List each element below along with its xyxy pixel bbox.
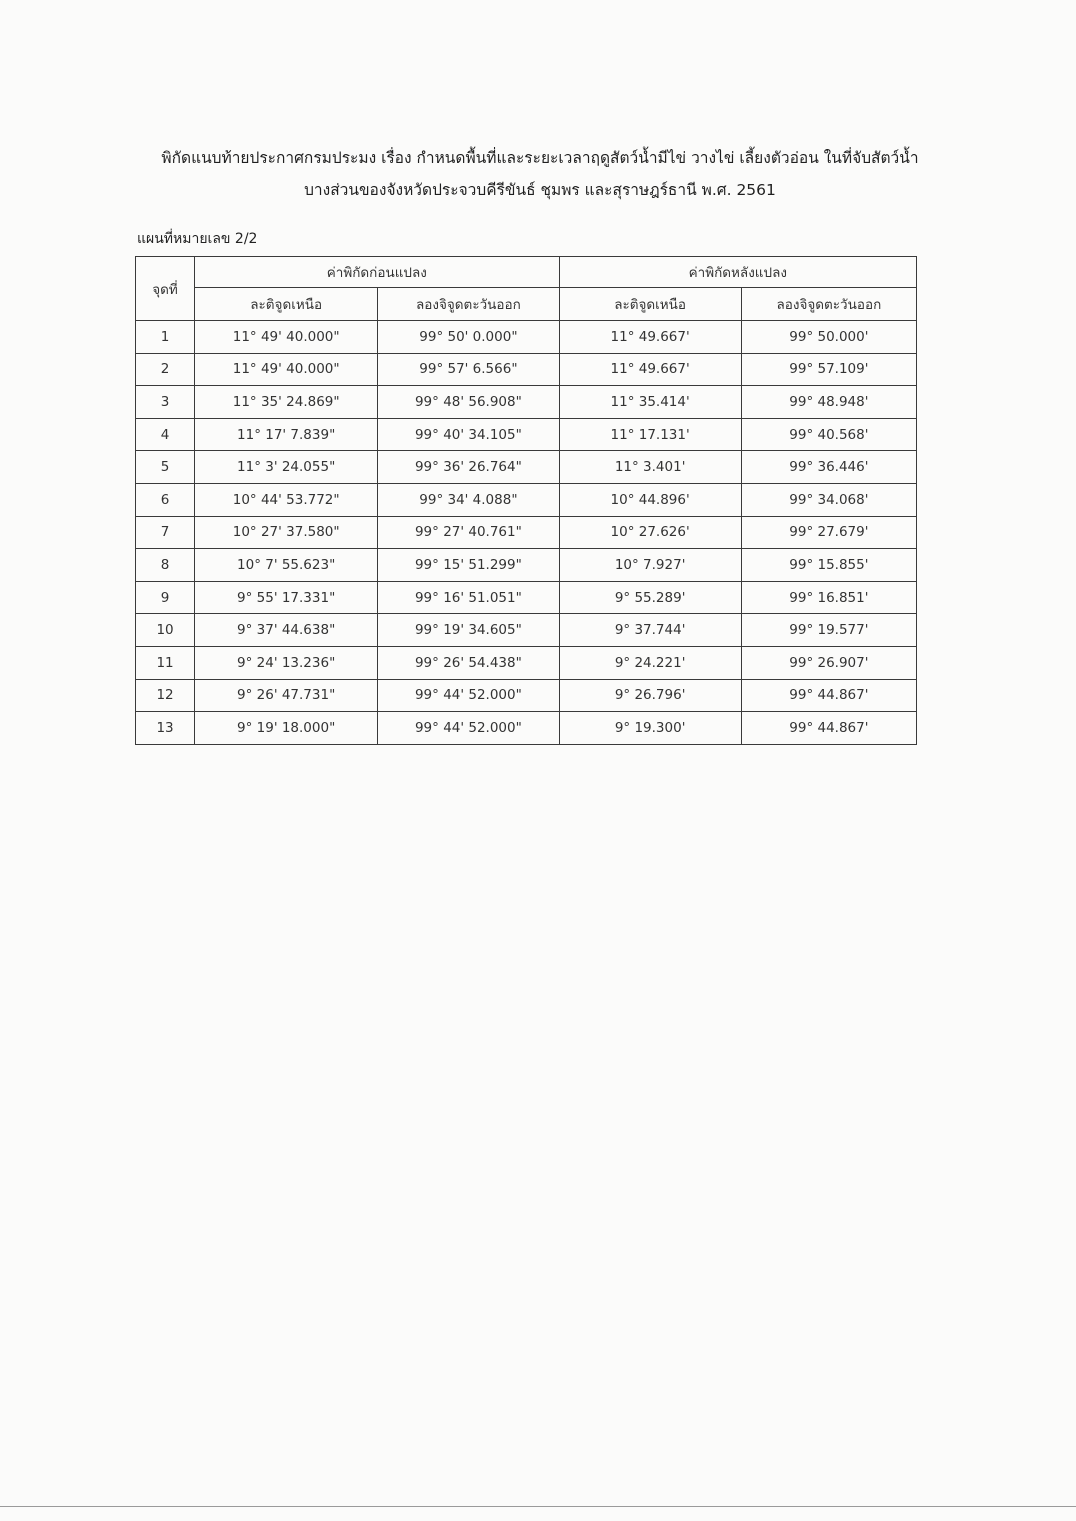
- point-cell: 1: [136, 321, 195, 354]
- point-cell: 8: [136, 549, 195, 582]
- point-cell: 10: [136, 614, 195, 647]
- lat-before-header: ละติจูดเหนือ: [195, 288, 378, 321]
- lon-after-cell: 99° 34.068': [741, 483, 916, 516]
- coordinates-table: [135, 256, 917, 745]
- lat-after-cell: 10° 7.927': [559, 549, 741, 582]
- lat-after-cell: 10° 27.626': [559, 516, 741, 549]
- lon-before-cell: 99° 57' 6.566": [378, 353, 559, 386]
- lat-after-cell: 9° 19.300': [559, 712, 741, 745]
- lat-before-cell: 9° 37' 44.638": [195, 614, 378, 647]
- title-line-2: บางส่วนของจังหวัดประจวบคีรีขันธ์ ชุมพร และสุราษฎร์ธานี พ.ศ. 2561: [304, 181, 776, 199]
- lat-before-cell: 11° 35' 24.869": [195, 386, 378, 419]
- lon-before-cell: 99° 50' 0.000": [378, 321, 559, 354]
- lat-after-cell: 11° 35.414': [559, 386, 741, 419]
- table-row: [136, 581, 917, 614]
- point-cell: 2: [136, 353, 195, 386]
- lat-after-cell: 11° 49.667': [559, 321, 741, 354]
- lat-before-cell: 9° 26' 47.731": [195, 679, 378, 712]
- lat-before-cell: 11° 3' 24.055": [195, 451, 378, 484]
- lon-after-cell: 99° 16.851': [741, 581, 916, 614]
- lon-after-cell: 99° 26.907': [741, 646, 916, 679]
- lat-before-cell: 11° 17' 7.839": [195, 418, 378, 451]
- lon-before-cell: 99° 27' 40.761": [378, 516, 559, 549]
- point-cell: 11: [136, 646, 195, 679]
- lon-after-cell: 99° 40.568': [741, 418, 916, 451]
- point-cell: 9: [136, 581, 195, 614]
- lat-after-cell: 11° 49.667': [559, 353, 741, 386]
- table-row: [136, 549, 917, 582]
- table-sub-header-row: [136, 288, 917, 321]
- lon-after-cell: 99° 50.000': [741, 321, 916, 354]
- lon-before-cell: 99° 19' 34.605": [378, 614, 559, 647]
- group-header-after: ค่าพิกัดหลังแปลง: [559, 257, 916, 288]
- point-cell: 7: [136, 516, 195, 549]
- map-number-label: แผนที่หมายเลข 2/2: [137, 231, 258, 247]
- table-row: [136, 614, 917, 647]
- table-row: [136, 418, 917, 451]
- group-header-before: ค่าพิกัดก่อนแปลง: [195, 257, 559, 288]
- table-row: [136, 712, 917, 745]
- lat-after-cell: 9° 26.796': [559, 679, 741, 712]
- document-title: [100, 142, 980, 206]
- point-cell: 13: [136, 712, 195, 745]
- table-row: [136, 451, 917, 484]
- lon-after-cell: 99° 27.679': [741, 516, 916, 549]
- lon-after-cell: 99° 15.855': [741, 549, 916, 582]
- table-row: [136, 646, 917, 679]
- lon-after-cell: 99° 36.446': [741, 451, 916, 484]
- lon-before-cell: 99° 15' 51.299": [378, 549, 559, 582]
- point-cell: 5: [136, 451, 195, 484]
- lon-before-cell: 99° 44' 52.000": [378, 679, 559, 712]
- lat-after-header: ละติจูดเหนือ: [559, 288, 741, 321]
- lon-after-cell: 99° 57.109': [741, 353, 916, 386]
- bottom-rule: [0, 1506, 1076, 1507]
- table-group-header-row: [136, 257, 917, 288]
- lon-before-cell: 99° 16' 51.051": [378, 581, 559, 614]
- lat-before-cell: 11° 49' 40.000": [195, 321, 378, 354]
- lon-before-cell: 99° 40' 34.105": [378, 418, 559, 451]
- lat-before-cell: 10° 7' 55.623": [195, 549, 378, 582]
- lat-after-cell: 9° 37.744': [559, 614, 741, 647]
- lat-before-cell: 11° 49' 40.000": [195, 353, 378, 386]
- lon-after-cell: 99° 19.577': [741, 614, 916, 647]
- lat-before-cell: 9° 24' 13.236": [195, 646, 378, 679]
- lat-after-cell: 11° 3.401': [559, 451, 741, 484]
- lon-before-cell: 99° 36' 26.764": [378, 451, 559, 484]
- lat-after-cell: 9° 24.221': [559, 646, 741, 679]
- table-row: [136, 679, 917, 712]
- table-row: [136, 353, 917, 386]
- lon-before-cell: 99° 26' 54.438": [378, 646, 559, 679]
- point-cell: 6: [136, 483, 195, 516]
- coordinates-table-body: [136, 321, 917, 745]
- point-cell: 3: [136, 386, 195, 419]
- lat-after-cell: 10° 44.896': [559, 483, 741, 516]
- lon-before-cell: 99° 48' 56.908": [378, 386, 559, 419]
- lat-before-cell: 10° 44' 53.772": [195, 483, 378, 516]
- point-cell: 12: [136, 679, 195, 712]
- lon-before-header: ลองจิจูดตะวันออก: [378, 288, 559, 321]
- point-cell: 4: [136, 418, 195, 451]
- lon-after-cell: 99° 44.867': [741, 679, 916, 712]
- lon-after-cell: 99° 48.948': [741, 386, 916, 419]
- point-header: จุดที่: [136, 257, 195, 321]
- lat-after-cell: 11° 17.131': [559, 418, 741, 451]
- table-row: [136, 386, 917, 419]
- table-row: [136, 321, 917, 354]
- title-line-1: พิกัดแนบท้ายประกาศกรมประมง เรื่อง กำหนดพื้นที่และระยะเวลาฤดูสัตว์น้ำมีไข่ วางไข่ เลี้ยงตัวอ่อน ในที่จับสัตว์น้ำ: [161, 149, 919, 167]
- lon-after-header: ลองจิจูดตะวันออก: [741, 288, 916, 321]
- lat-after-cell: 9° 55.289': [559, 581, 741, 614]
- lon-after-cell: 99° 44.867': [741, 712, 916, 745]
- lat-before-cell: 9° 55' 17.331": [195, 581, 378, 614]
- lat-before-cell: 9° 19' 18.000": [195, 712, 378, 745]
- lon-before-cell: 99° 34' 4.088": [378, 483, 559, 516]
- lon-before-cell: 99° 44' 52.000": [378, 712, 559, 745]
- lat-before-cell: 10° 27' 37.580": [195, 516, 378, 549]
- table-row: [136, 483, 917, 516]
- table-row: [136, 516, 917, 549]
